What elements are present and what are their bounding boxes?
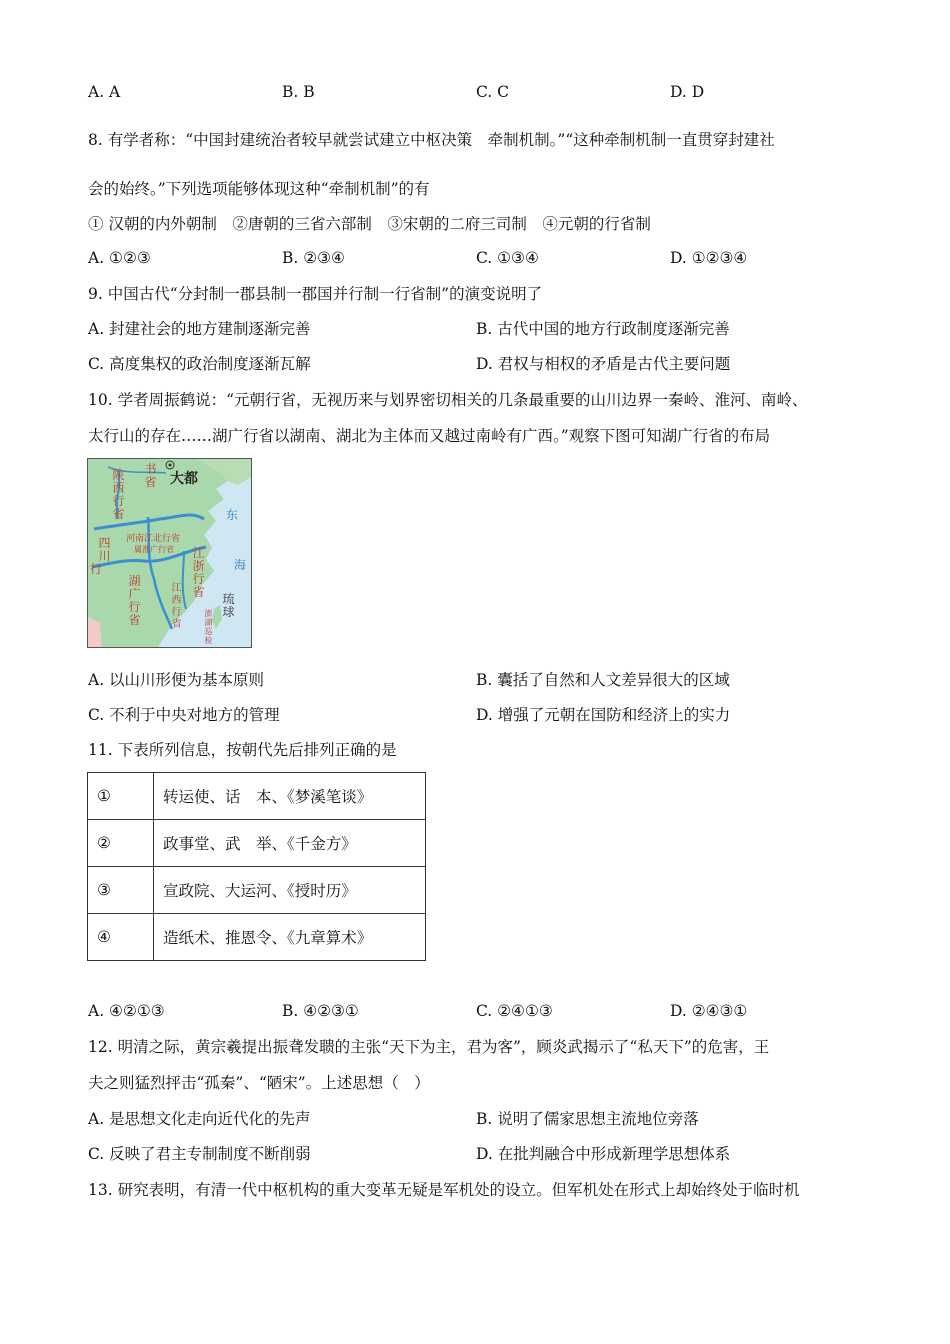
q8-stem-line2: 会的始终。”下列选项能够体现这种“牵制机制”的有 bbox=[88, 180, 430, 198]
q10-option-c: C. 不利于中央对地方的管理 bbox=[88, 706, 280, 724]
q11-option-b: B. ④②③① bbox=[282, 1002, 359, 1020]
label-jiangxi: 江西行省 bbox=[171, 583, 182, 630]
q11-option-c: C. ②④①③ bbox=[476, 1002, 553, 1020]
taiwan-island bbox=[212, 605, 222, 629]
q10-option-b: B. 囊括了自然和人文差异很大的区域 bbox=[476, 671, 730, 689]
row-number: ④ bbox=[88, 914, 154, 961]
q7-option-d: D. D bbox=[670, 83, 705, 101]
q10-stem-line1: 10. 学者周振鹤说：“元朝行省，无视历来与划界密切相关的几条最重要的山川边界一秦岭、淮河、南岭、 bbox=[88, 391, 808, 409]
q8-option-a: A. ①②③ bbox=[88, 249, 151, 267]
row-text: 政事堂、武 举、《千金方》 bbox=[154, 820, 426, 867]
q8-items: ① 汉朝的内外朝制 ②唐朝的三省六部制 ③宋朝的二府三司制 ④元朝的行省制 bbox=[88, 215, 651, 233]
q7-option-b: B. B bbox=[282, 83, 315, 101]
row-number: ② bbox=[88, 820, 154, 867]
q10-stem-line2: 太行山的存在……湖广行省以湖南、湖北为主体而又越过南岭有广西。”观察下图可知湖广行省的布局 bbox=[88, 427, 771, 445]
q7-option-c: C. C bbox=[476, 83, 510, 101]
row-text: 转运使、话 本、《梦溪笔谈》 bbox=[154, 773, 426, 820]
q9-option-b: B. 古代中国的地方行政制度逐渐完善 bbox=[476, 320, 730, 338]
label-sichuan: 四川 bbox=[98, 536, 111, 563]
q8-option-c: C. ①③④ bbox=[476, 249, 539, 267]
row-number: ③ bbox=[88, 867, 154, 914]
q11-info-table bbox=[87, 772, 426, 961]
table-row bbox=[88, 773, 426, 820]
q12-stem-line2: 夫之则猛烈抨击“孤秦”、“陋宋”。上述思想（ ） bbox=[88, 1074, 430, 1092]
q12-stem-line1: 12. 明清之际，黄宗羲提出振聋发聩的主张“天下为主，君为客”，顾炎武揭示了“私天下”的危害，王 bbox=[88, 1038, 770, 1056]
label-liuqiu: 琉球 bbox=[222, 592, 235, 619]
q12-option-d: D. 在批判融合中形成新理学思想体系 bbox=[476, 1145, 731, 1163]
q8-stem-line1: 8. 有学者称：“中国封建统治者较早就尝试建立中枢决策 牵制机制。”“这种牵制机制一直贯穿封建社 bbox=[88, 131, 775, 149]
q7-option-a: A. A bbox=[88, 83, 121, 101]
q9-option-a: A. 封建社会的地方建制逐渐完善 bbox=[88, 320, 311, 338]
yuan-province-map bbox=[87, 458, 252, 648]
q11-option-a: A. ④②①③ bbox=[88, 1002, 165, 1020]
q9-option-d: D. 君权与相权的矛盾是古代主要问题 bbox=[476, 355, 731, 373]
label-henan: 河南江北行省 bbox=[126, 534, 181, 544]
table-row bbox=[88, 914, 426, 961]
table-row bbox=[88, 867, 426, 914]
q10-option-d: D. 增强了元朝在国防和经济上的实力 bbox=[476, 706, 731, 724]
label-dadu: 大都 bbox=[170, 471, 198, 487]
q12-option-b: B. 说明了儒家思想主流地位旁落 bbox=[476, 1110, 699, 1128]
label-shaanxi: 陕西行省 bbox=[112, 468, 125, 521]
row-text: 宣政院、大运河、《授时历》 bbox=[154, 867, 426, 914]
q8-option-b: B. ②③④ bbox=[282, 249, 345, 267]
label-east: 东 bbox=[226, 508, 239, 522]
q13-stem-line1: 13. 研究表明，有清一代中枢机构的重大变革无疑是军机处的设立。但军机处在形式上却始终处于临时机 bbox=[88, 1181, 800, 1199]
q12-option-c: C. 反映了君主专制制度不断削弱 bbox=[88, 1145, 311, 1163]
q10-option-a: A. 以山川形便为基本原则 bbox=[88, 671, 265, 689]
q12-option-a: A. 是思想文化走向近代化的先声 bbox=[88, 1110, 311, 1128]
label-sea: 海 bbox=[234, 558, 247, 572]
row-text: 造纸术、推恩令、《九章算术》 bbox=[154, 914, 426, 961]
label-jiangzhe: 江浙行省 bbox=[192, 546, 205, 599]
q11-stem: 11. 下表所列信息，按朝代先后排列正确的是 bbox=[88, 741, 397, 759]
label-zhongshu: 书省 bbox=[144, 462, 157, 489]
q9-stem: 9. 中国古代“分封制一郡县制一郡国并行制一行省制”的演变说明了 bbox=[88, 285, 543, 303]
q8-option-d: D. ①②③④ bbox=[670, 249, 748, 267]
label-huguang: 湖广行省 bbox=[128, 574, 141, 627]
label-penghu: 澎湖巡检 bbox=[204, 609, 213, 645]
label-sichuan-xing: 行 bbox=[90, 562, 103, 576]
row-number: ① bbox=[88, 773, 154, 820]
q11-option-d: D. ②④③① bbox=[670, 1002, 748, 1020]
label-henan-sub: 属淮广行省 bbox=[134, 545, 174, 554]
q9-option-c: C. 高度集权的政治制度逐渐瓦解 bbox=[88, 355, 311, 373]
table-row bbox=[88, 820, 426, 867]
dadu-dot bbox=[169, 464, 172, 467]
